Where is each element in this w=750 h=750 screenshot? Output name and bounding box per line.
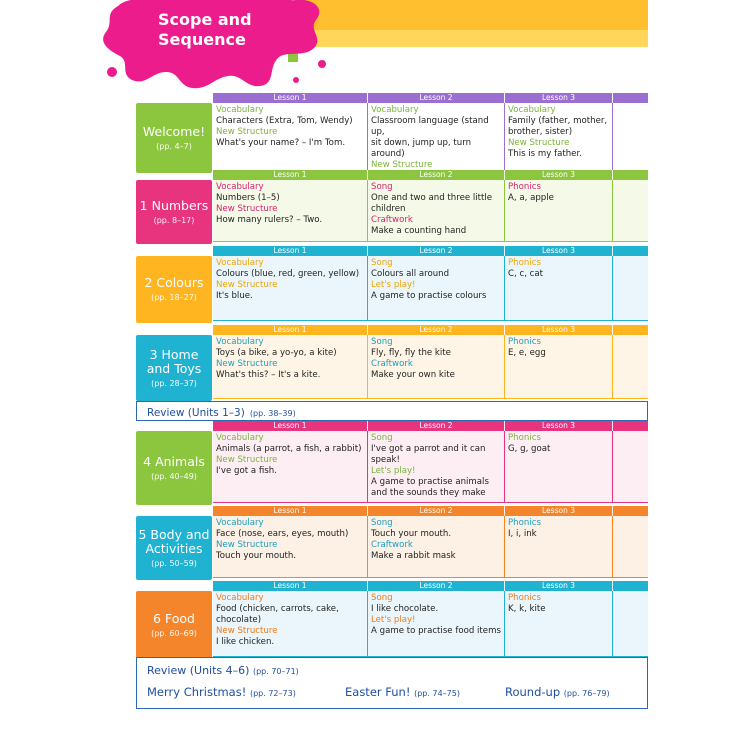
lesson-heading: Let's play! (371, 615, 416, 625)
unit-name: 6 Food (153, 610, 195, 626)
lesson-text: Make a counting hand (371, 226, 467, 236)
lesson-cell (505, 591, 612, 657)
easter-label: Easter Fun! (345, 685, 411, 699)
lesson-heading: New Structure (216, 455, 278, 465)
column-divider (612, 431, 613, 503)
lesson-text: G, g, goat (508, 444, 551, 454)
lesson-text: How many rulers? – Two. (216, 215, 323, 225)
lesson-text: Colours all around (371, 269, 450, 279)
lesson-heading: Phonics (508, 258, 541, 268)
lesson-heading: Song (371, 433, 393, 443)
review-pages: (pp. 70–71) (252, 667, 299, 676)
lesson-text: One and two and three little (371, 193, 493, 203)
page-title (158, 10, 252, 50)
lesson-header: Lesson 1 (213, 421, 367, 431)
lesson-text: Animals (a parrot, a fish, a rabbit) (216, 444, 362, 454)
lesson-header: Lesson 3 (505, 93, 612, 103)
lesson-heading: Vocabulary (216, 337, 264, 347)
lesson-grid (213, 325, 648, 399)
lesson-cell (368, 180, 504, 242)
lesson-heading: Vocabulary (216, 518, 264, 528)
lesson-cell (213, 180, 367, 242)
unit-label (136, 591, 212, 659)
lesson-header-extra (613, 325, 648, 335)
unit-row (136, 506, 648, 578)
lesson-cell (213, 591, 367, 657)
lesson-cell (368, 256, 504, 321)
lesson-text: A game to practise food items (371, 626, 501, 636)
lesson-text: Touch your mouth. (371, 529, 452, 539)
lesson-cell (213, 335, 367, 399)
lesson-header: Lesson 1 (213, 325, 367, 335)
unit-pages: (pp. 60–69) (151, 628, 197, 638)
lesson-text: K, k, kite (508, 604, 546, 614)
unit-pages: (pp. 40–49) (151, 471, 197, 481)
lesson-heading: Vocabulary (216, 105, 264, 115)
unit-pages: (pp. 18–27) (151, 293, 197, 302)
lesson-cell (213, 103, 367, 171)
lesson-cell (505, 431, 612, 503)
lesson-text: I've got a parrot and it can speak! (371, 444, 486, 465)
header-band-lower (300, 30, 648, 47)
lesson-text: chocolate) (216, 615, 262, 625)
lesson-cell (368, 431, 504, 503)
lesson-grid (213, 246, 648, 321)
unit-label (136, 335, 212, 401)
lesson-text: I like chocolate. (371, 604, 439, 614)
lesson-text: A game to practise colours (371, 291, 487, 301)
lesson-header: Lesson 3 (505, 506, 612, 516)
unit-row (136, 246, 648, 321)
lesson-text: It's blue. (216, 291, 253, 301)
review-label: Review (Units 1–3) (147, 407, 245, 419)
lesson-heading: New Structure (216, 540, 278, 550)
lesson-grid (213, 93, 648, 171)
lesson-text: I, i, ink (508, 529, 537, 539)
lesson-cell (213, 516, 367, 578)
lesson-header: Lesson 3 (505, 246, 612, 256)
unit-row (136, 325, 648, 399)
lesson-header-extra (613, 581, 648, 591)
lesson-heading: Vocabulary (216, 593, 264, 603)
lesson-heading: New Structure (216, 127, 278, 137)
lesson-header: Lesson 2 (368, 421, 504, 431)
lesson-heading: New Structure (216, 204, 278, 214)
roundup-label: Round-up (505, 685, 561, 699)
lesson-text: What's your name? – I'm Tom. (216, 138, 346, 148)
lesson-header: Lesson 3 (505, 325, 612, 335)
review-label: Review (Units 4–6) (147, 664, 250, 677)
unit-row (136, 170, 648, 242)
column-divider (612, 335, 613, 399)
lesson-header: Lesson 2 (368, 506, 504, 516)
unit-label (136, 180, 212, 244)
easter-pages: (pp. 74–75) (414, 689, 460, 698)
lesson-text: Numbers (1–5) (216, 193, 280, 203)
lesson-header-extra (613, 506, 648, 516)
lesson-header: Lesson 3 (505, 581, 612, 591)
lesson-heading: Craftwork (371, 359, 413, 369)
unit-name: 4 Animals (143, 453, 205, 469)
christmas-label: Merry Christmas! (147, 685, 247, 699)
lesson-heading: New Structure (216, 280, 278, 290)
lesson-heading: Song (371, 593, 393, 603)
lesson-text: A, a, apple (508, 193, 554, 203)
lesson-header-extra (613, 170, 648, 180)
lesson-text: A game to practise animals (371, 477, 489, 487)
lesson-heading: Vocabulary (508, 105, 556, 115)
lesson-cell (368, 516, 504, 578)
lesson-header: Lesson 2 (368, 325, 504, 335)
unit-label (136, 256, 212, 323)
lesson-heading: Let's play! (371, 466, 416, 476)
lesson-header-extra (613, 421, 648, 431)
lesson-text: Family (father, mother, (508, 116, 608, 126)
lesson-header: Lesson 2 (368, 93, 504, 103)
lesson-cell (505, 516, 612, 578)
lesson-header-extra (613, 246, 648, 256)
christmas-entry (147, 685, 296, 701)
lesson-text: Fly, fly, fly the kite (371, 348, 451, 358)
lesson-heading: Craftwork (371, 540, 413, 550)
unit-pages: (pp. 8–17) (153, 215, 195, 225)
lesson-heading: Song (371, 337, 393, 347)
lesson-text: children (371, 204, 406, 214)
lesson-text: I've got a fish. (216, 466, 277, 476)
lesson-text: This is my father. (508, 149, 582, 159)
lesson-cell (505, 335, 612, 399)
lesson-header-extra (613, 93, 648, 103)
lesson-heading: Vocabulary (216, 433, 264, 443)
lesson-text: sit down, jump up, turn around) (371, 138, 472, 159)
lesson-heading: Vocabulary (216, 258, 264, 268)
unit-name: 3 Home and Toys (146, 346, 202, 376)
column-divider (612, 591, 613, 657)
lesson-heading: New Structure (371, 160, 433, 170)
unit-pages: (pp. 50–59) (151, 558, 197, 568)
lesson-heading: Craftwork (371, 215, 413, 225)
lesson-heading: Vocabulary (371, 105, 419, 115)
unit-label (136, 431, 212, 505)
unit-pages: (pp. 28–37) (151, 378, 197, 388)
roundup-pages: (pp. 76–79) (563, 689, 610, 698)
review-units-1-3 (136, 401, 648, 421)
lesson-text: Face (nose, ears, eyes, mouth) (216, 529, 349, 539)
lesson-text: Classroom language (stand up, (371, 116, 489, 137)
unit-label (136, 516, 212, 580)
unit-name: 2 Colours (144, 275, 204, 290)
unit-row (136, 421, 648, 503)
christmas-pages: (pp. 72–73) (249, 689, 296, 698)
column-divider (612, 180, 613, 242)
lesson-header: Lesson 3 (505, 421, 612, 431)
lesson-header: Lesson 2 (368, 246, 504, 256)
lesson-heading: Phonics (508, 182, 541, 192)
lesson-text: brother, sister) (508, 127, 573, 137)
review-units-4-6 (136, 657, 648, 709)
lesson-header: Lesson 2 (368, 581, 504, 591)
unit-label (136, 103, 212, 173)
lesson-text: E, e, egg (508, 348, 546, 358)
lesson-cell (368, 591, 504, 657)
lesson-header: Lesson 3 (505, 170, 612, 180)
lesson-heading: Phonics (508, 518, 541, 528)
lesson-heading: Song (371, 518, 393, 528)
lesson-heading: New Structure (216, 359, 278, 369)
lesson-text: and the sounds they make (371, 488, 486, 498)
lesson-text: What's this? – It's a kite. (216, 370, 321, 380)
column-divider (612, 103, 613, 171)
lesson-header: Lesson 1 (213, 246, 367, 256)
column-divider (612, 516, 613, 578)
unit-pages: (pp. 4–7) (156, 141, 192, 151)
lesson-grid (213, 506, 648, 578)
unit-row (136, 93, 648, 171)
lesson-text: Food (chicken, carrots, cake, (216, 604, 339, 614)
lesson-text: I like chicken. (216, 637, 275, 647)
easter-entry (345, 685, 460, 701)
lesson-text: Make your own kite (371, 370, 455, 380)
title-line-2: Sequence (158, 30, 246, 49)
unit-name: 5 Body and Activities (138, 526, 210, 556)
lesson-header: Lesson 2 (368, 170, 504, 180)
title-line-1: Scope and (158, 10, 252, 29)
column-divider (612, 256, 613, 321)
lesson-header: Lesson 1 (213, 93, 367, 103)
roundup-entry (505, 685, 610, 701)
lesson-heading: Song (371, 182, 393, 192)
lesson-header: Lesson 1 (213, 170, 367, 180)
lesson-text: Toys (a bike, a yo-yo, a kite) (216, 348, 337, 358)
lesson-heading: New Structure (508, 138, 570, 148)
lesson-heading: New Structure (216, 626, 278, 636)
unit-row (136, 581, 648, 657)
unit-name: 1 Numbers (139, 197, 209, 213)
unit-name: Welcome! (142, 123, 206, 139)
lesson-text: C, c, cat (508, 269, 544, 279)
lesson-text: Characters (Extra, Tom, Wendy) (216, 116, 353, 126)
lesson-heading: Phonics (508, 433, 541, 443)
lesson-header: Lesson 1 (213, 506, 367, 516)
lesson-heading: Phonics (508, 337, 541, 347)
lesson-cell (505, 180, 612, 242)
lesson-cell (213, 431, 367, 503)
lesson-heading: Let's play! (371, 280, 416, 290)
review-pages: (pp. 38–39) (249, 409, 296, 418)
lesson-heading: Vocabulary (216, 182, 264, 192)
lesson-text: Make a rabbit mask (371, 551, 456, 561)
lesson-grid (213, 170, 648, 242)
lesson-heading: Song (371, 258, 393, 268)
lesson-cell (505, 256, 612, 321)
lesson-cell (368, 103, 504, 171)
lesson-grid (213, 421, 648, 503)
lesson-text: Colours (blue, red, green, yellow) (216, 269, 360, 279)
lesson-header: Lesson 1 (213, 581, 367, 591)
lesson-text: Touch your mouth. (216, 551, 297, 561)
lesson-grid (213, 581, 648, 657)
lesson-heading: Phonics (508, 593, 541, 603)
lesson-cell (505, 103, 612, 171)
lesson-cell (368, 335, 504, 399)
lesson-cell (213, 256, 367, 321)
